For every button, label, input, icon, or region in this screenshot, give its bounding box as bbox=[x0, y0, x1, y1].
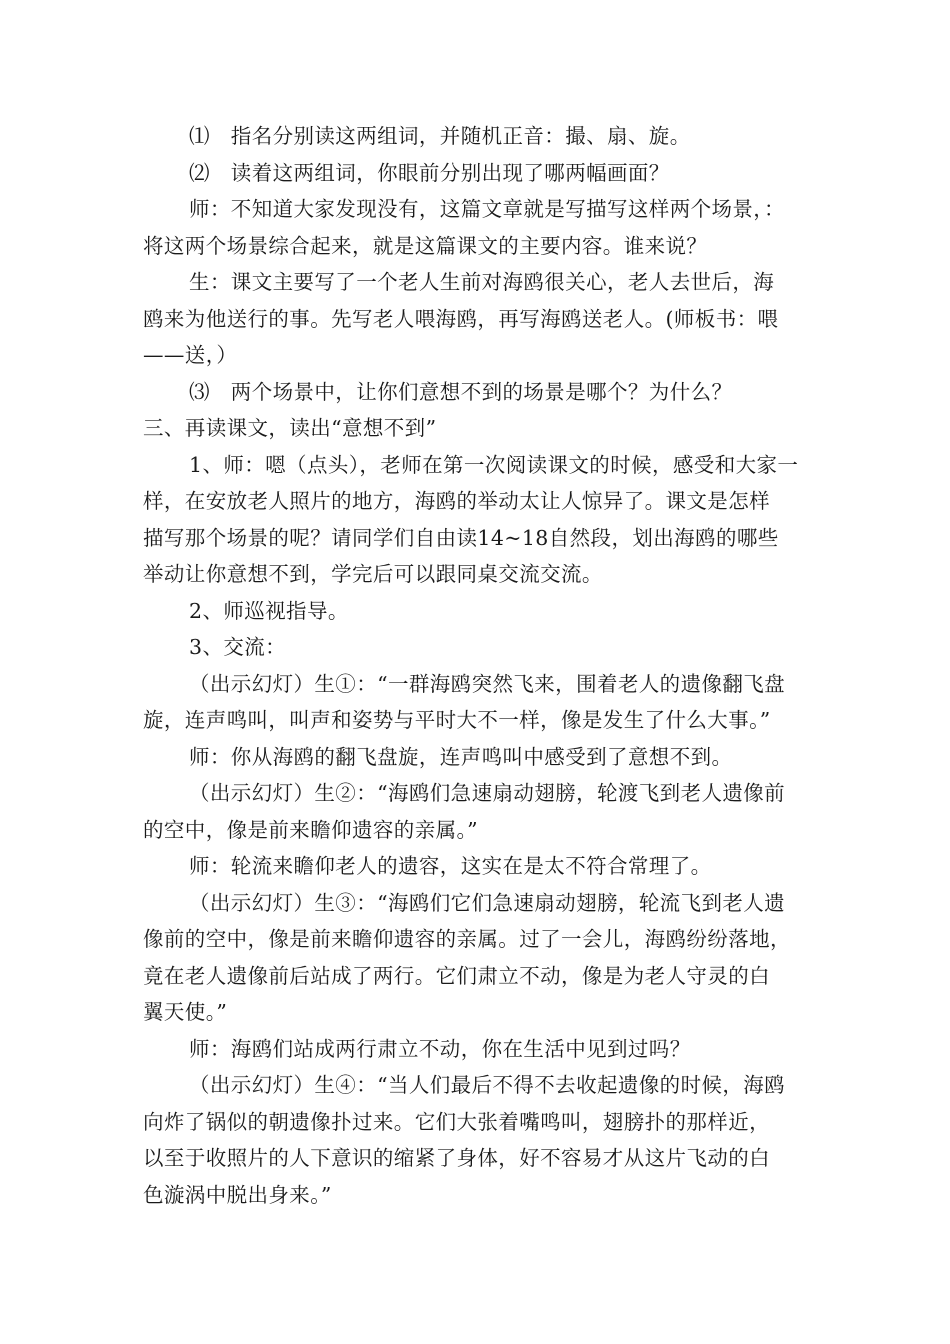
text-line: 色漩涡中脱出身来。” bbox=[143, 1182, 332, 1207]
text-line: 竟在老人遗像前后站成了两行。它们肃立不动，像是为老人守灵的白 bbox=[143, 963, 770, 988]
text-line: 像前的空中，像是前来瞻仰遗容的亲属。过了一会儿，海鸥纷纷落地， bbox=[143, 927, 791, 951]
text-line: 的空中，像是前来瞻仰遗容的亲属。” bbox=[143, 817, 479, 842]
text-line: 师：不知道大家发现没有，这篇文章就是写描写这样两个场景，： bbox=[189, 197, 785, 221]
text-line: ⑶ 两个场景中，让你们意想不到的场景是哪个？为什么？ bbox=[189, 379, 733, 404]
text-line: （出示幻灯）生④：“当人们最后不得不去收起遗像的时候，海鸥 bbox=[189, 1073, 786, 1097]
text-line: 举动让你意想不到，学完后可以跟同桌交流交流。 bbox=[143, 562, 603, 586]
text-line: 向炸了锅似的朝遗像扑过来。它们大张着嘴鸣叫，翅膀扑的那样近， bbox=[143, 1109, 770, 1134]
text-line: 2、师巡视指导。 bbox=[189, 598, 349, 623]
text-line: 翼天使。” bbox=[143, 1000, 228, 1024]
document-body bbox=[143, 118, 813, 1213]
text-line: 样，在安放老人照片的地方，海鸥的举动太让人惊异了。课文是怎样 bbox=[143, 489, 770, 513]
text-line: 旋，连声鸣叫，叫声和姿势与平时大不一样，像是发生了什么大事。” bbox=[143, 708, 771, 732]
text-line: 3、交流： bbox=[189, 635, 287, 659]
text-line: （出示幻灯）生①：“一群海鸥突然飞来，围着老人的遗像翻飞盘 bbox=[189, 671, 786, 696]
text-line: 师：海鸥们站成两行肃立不动，你在生活中见到过吗？ bbox=[189, 1036, 691, 1061]
text-line: 鸥来为他送行的事。先写老人喂海鸥，再写海鸥送老人。(师板书：喂 bbox=[143, 306, 779, 331]
text-line: 1、师：嗯（点头），老师在第一次阅读课文的时候，感受和大家一 bbox=[189, 452, 799, 477]
text-line: 师：你从海鸥的翻飞盘旋，连声鸣叫中感受到了意想不到。 bbox=[189, 744, 733, 769]
text-line: 描写那个场景的呢？请同学们自由读14~18自然段，划出海鸥的哪些 bbox=[143, 525, 779, 550]
text-line: 以至于收照片的人下意识的缩紧了身体，好不容易才从这片飞动的白 bbox=[143, 1146, 770, 1170]
text-line: 将这两个场景综合起来，就是这篇课文的主要内容。谁来说？ bbox=[143, 233, 708, 258]
text-line: 生：课文主要写了一个老人生前对海鸥很关心，老人去世后，海 bbox=[189, 270, 775, 294]
text-line: ⑵ 读着这两组词，你眼前分别出现了哪两幅画面？ bbox=[189, 160, 670, 185]
text-line: （出示幻灯）生③：“海鸥们它们急速扇动翅膀，轮流飞到老人遗 bbox=[189, 890, 786, 915]
section-heading: 三、再读课文，读出“意想不到” bbox=[143, 416, 437, 440]
text-line: ⑴ 指名分别读这两组词，并随机正音：撮、扇、旋。 bbox=[189, 124, 691, 148]
text-line: （出示幻灯）生②：“海鸥们急速扇动翅膀，轮渡飞到老人遗像前 bbox=[189, 781, 786, 805]
text-line: 师：轮流来瞻仰老人的遗容，这实在是太不符合常理了。 bbox=[189, 854, 712, 878]
text-line: ——送，） bbox=[143, 343, 238, 367]
